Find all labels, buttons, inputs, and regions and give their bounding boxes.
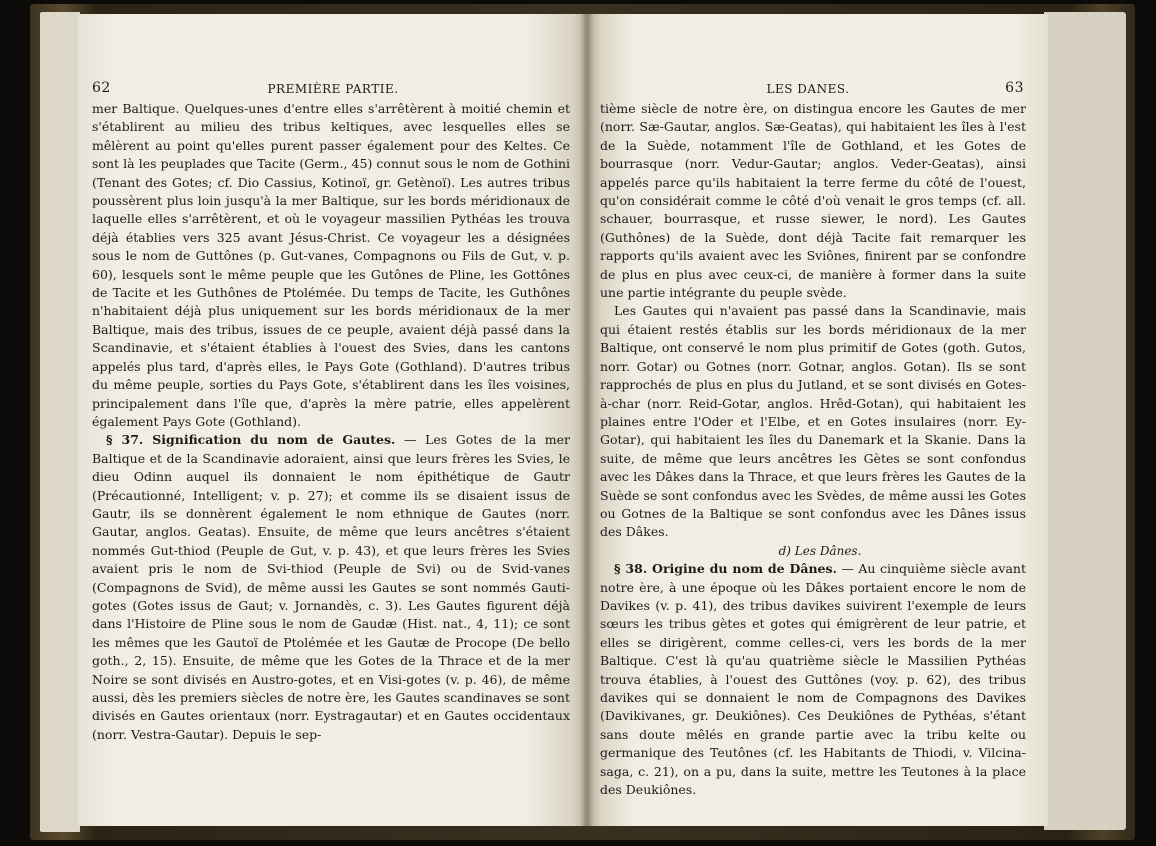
paragraph: tième siècle de notre ère, on distingua encore les Gautes de mer (norr. Sæ-Gautar, anglos. Sæ-Geatas), qui habitaient les îles à l'est de la Suède, notamment l'île de Gothland, et les Gotes de bourrasque (norr. Vedur-Gautar; anglos. Veder-Geatas), ainsi appelés parce qu'ils habitaient la terre ferme du côté de l'ouest, qu'on considérait comme le côté d'où venait le gros temps (cf. all. schauer, bourrasque, et russe siewer, le nord). Les Gautes (Guthônes) de la Suède, dont déjà Tacite fait remarquer les rapports qu'ils avaient avec les Sviônes, finirent par se confondre de plus en plus avec ceux-ci, de manière à former dans la suite une partie intégrante du peuple svède. (600, 101, 1026, 301)
section-text: — Les Gotes de la mer Baltique et de la Scandinavie adoraient, ainsi que leurs frères les Svies, le dieu Odinn auquel ils donnaient le nom épithétique de Gautr (Précautionné, Intelligent; v. p. 27); et comme ils se disaient issus de Gautr, ils se donnèrent également le nom ethnique de Gautes (norr. Gautar, anglos. Geatas). Ensuite, de même que leurs ancêtres s'étaient nommés Gut-thiod (Peuple de Gut, v. p. 43), et que leurs frères les Svies avaient pris le nom de Svi-thiod (Peuple de Svi) ou de Svid-vanes (Compagnons de Svid), de même aussi les Gautes se sont nommés Gauti-gotes (Gotes issus de Gaut; v. Jornandès, c. 3). Les Gautes figurent déjà dans l'Histoire de Pline sous le nom de Gaudæ (Hist. nat., 4, 11); ce sont les mêmes que les Gautoï de Ptolémée et les Gautæ de Procope (De bello goth., 2, 15). Ensuite, de même que les Gotes de la Thrace et de la mer Noire se sont divisés en Austro-gotes, et en Visi-gotes (v. p. 46), de même aussi, dès les premiers siècles de notre ère, les Gautes scandinaves se sont divisés en Gautes orientaux (norr. Eystragautar) et en Gautes occidentaux (norr. Vestra-Gautar). Depuis le sep- (92, 432, 571, 742)
page-edges-right (1044, 12, 1126, 830)
subheading: d) Les Dânes. (778, 543, 862, 558)
right-page (588, 14, 1048, 826)
section-heading: § 37. Signification du nom de Gautes. (106, 432, 396, 448)
book-gutter (580, 14, 594, 826)
page-number: 62 (92, 80, 111, 96)
running-head: LES DANES. (766, 82, 850, 96)
section-37 (92, 431, 570, 744)
page-edges-left (40, 12, 80, 832)
section-heading: § 38. Origine du nom de Dânes. (614, 561, 837, 577)
left-page (78, 14, 588, 826)
right-page-body (600, 100, 1026, 799)
running-head: PREMIÈRE PARTIE. (267, 82, 399, 96)
section-text: — Au cinquième siècle avant notre ère, à une époque où les Dâkes portaient encore le nom de Davikes (v. p. 41), des tribus davikes suivirent l'exemple de leurs sœurs les tribus gètes et gotes qui émigrèrent de leur patrie, et elles se dirigèrent, comme celles-ci, vers les bords de la mer Baltique. C'est là qu'au quatrième siècle le Massilien Pythéas trouva établies, à l'ouest des Guttônes (voy. p. 62), des tribus davikes qui se donnaient le nom de Compagnons des Davikes (Davikivanes, gr. Deukiônes). Ces Deukiônes de Pythéas, s'étant sans doute mêlés en grande partie avec la tribu kelte ou germanique des Teutônes (cf. les Habitants de Thiodi, v. Vilcina-saga, c. 21), on a pu, dans la suite, mettre les Teutones à la place des Deukiônes. (600, 561, 1026, 798)
section-38 (600, 560, 1026, 799)
paragraph: mer Baltique. Quelques-unes d'entre elles s'arrêtèrent à moitié chemin et s'établirent au milieu des tribus keltiques, avec lesquelles elles se mêlèrent au point qu'elles purent passer également pour des Keltes. Ce sont là les peuplades que Tacite (Germ., 45) connut sous le nom de Gothini (Tenant des Gotes; cf. Dio Cassius, Kotinoï, gr. Getènoï). Les autres tribus poussèrent plus loin jusqu'à la mer Baltique, sur les bords méridionaux de laquelle elles s'arrêtèrent, et où le voyageur massilien Pythéas les trouva déjà établies vers 325 avant Jésus-Christ. Ce voyageur les a désignées sous le nom de Guttônes (p. Gut-vanes, Compagnons ou Fils de Gut, v. p. 60), lesquels sont le même peuple que les Gutônes de Pline, les Gottônes de Tacite et les Guthônes de Ptolémée. Du temps de Tacite, les Guthônes n'habitaient déjà plus uniquement sur les bords méridionaux de la mer Baltique, mais des tribus, issues de ce peuple, avaient déjà passé dans la Scandinavie, et s'étaient établies à l'ouest des Svies, dans les cantons appelés plus tard, d'après elles, le Pays Gote (Gothland). D'autres tribus du même peuple, sorties du Pays Gote, s'établirent dans les îles voisines, principalement dans l'île que, d'après la mère patrie, elles appelèrent également Pays Gote (Gothland). (92, 101, 570, 429)
left-page-body (92, 100, 570, 744)
paragraph: Les Gautes qui n'avaient pas passé dans la Scandinavie, mais qui étaient restés établis sur les bords méridionaux de la mer Baltique, ont conservé le nom plus primitif de Gotes (goth. Gutos, norr. Gotar) ou Gotnes (norr. Gotnar, anglos. Gotan). Ils se sont rapprochés de plus en plus du Jutland, et se sont divisés en Gotes-à-char (norr. Reid-Gotar, anglos. Hrêd-Gotan), qui habitaient les plaines entre l'Oder et l'Elbe, et en Gotes insulaires (norr. Ey-Gotar), qui habitaient les îles du Danemark et la Skanie. Dans la suite, de même que leurs ancêtres les Gètes se sont confondus avec les Dâkes dans la Thrace, et que leurs frères les Gautes de la Suède se sont confondus avec les Svèdes, de même aussi les Gotes ou Gotnes de la Baltique se sont confondus avec les Dânes issus des Dâkes. (600, 303, 1026, 540)
page-number: 63 (1005, 80, 1024, 96)
